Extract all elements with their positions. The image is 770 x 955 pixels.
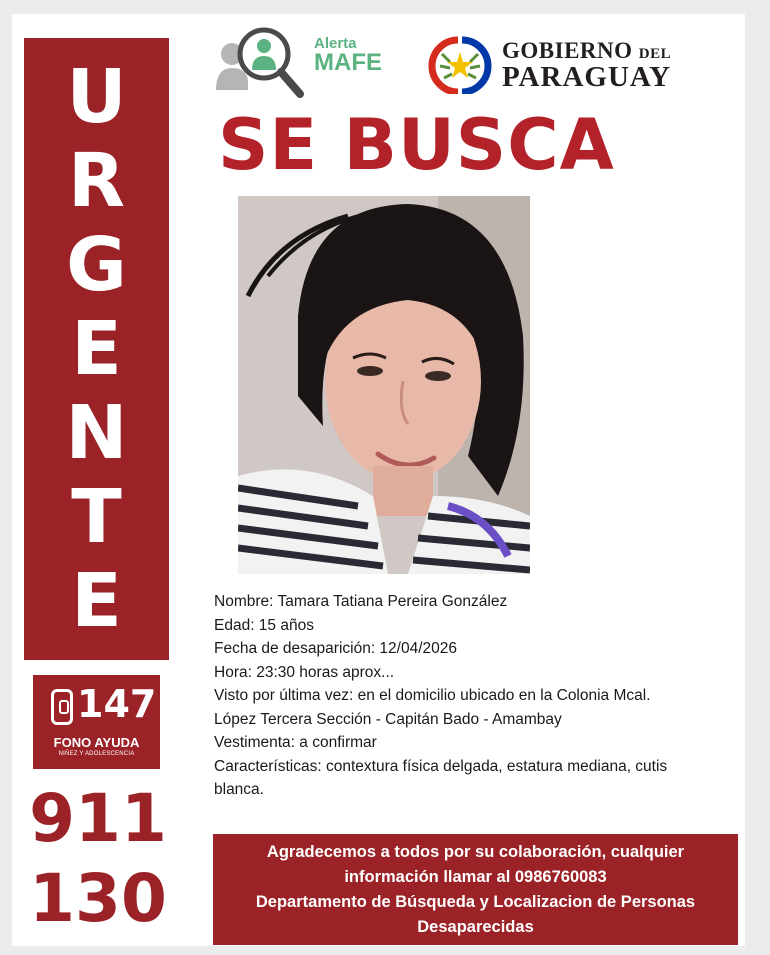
info-date: Fecha de desaparición: 12/04/2026	[214, 640, 458, 657]
mafe-logo-line2: MAFE	[314, 49, 382, 76]
gov-logo-line2: PARAGUAY	[502, 61, 672, 93]
help-line-number: 147	[77, 682, 157, 726]
phone-icon	[51, 689, 73, 725]
urgent-letter: G	[66, 222, 127, 308]
emergency-number-130: 130	[29, 860, 167, 937]
help-line-sublabel: NIÑEZ Y ADOLESCENCIA	[58, 751, 135, 757]
help-line-label: FONO AYUDA	[53, 735, 140, 750]
urgent-letter: E	[71, 306, 122, 392]
gov-logo-line1-small: DEL	[638, 46, 672, 62]
info-name: Nombre: Tamara Tatiana Pereira González	[214, 593, 508, 610]
info-time: Hora: 23:30 horas aprox...	[214, 663, 395, 681]
help-line-badge	[33, 675, 160, 769]
footer-line3: Departamento de Búsqueda y Localizacion de Personas	[255, 893, 696, 911]
info-clothing: Vestimenta: a confirmar	[214, 734, 377, 751]
gobierno-paraguay-logo	[428, 34, 698, 94]
urgent-letter: R	[68, 138, 125, 224]
footer-line1: Agradecemos a todos por su colaboración, cualquier	[266, 843, 685, 861]
urgent-letter: T	[71, 474, 122, 560]
info-age: Edad: 15 años	[214, 616, 314, 634]
urgent-banner	[24, 38, 169, 660]
magnifier-person-icon	[214, 18, 324, 98]
emergency-number-911: 911	[29, 780, 167, 857]
alerta-mafe-logo	[214, 18, 404, 98]
gov-logo-line1: GOBIERNO	[502, 38, 633, 63]
footer-line2: información llamar al 0986760083	[344, 868, 607, 886]
footer-line4: Desaparecidas	[417, 918, 534, 936]
mafe-logo-line1: Alerta	[314, 35, 357, 52]
info-last-seen-line2: López Tercera Sección - Capitán Bado - Amambay	[214, 710, 562, 728]
info-last-seen-line1: Visto por última vez: en el domicilio ubicado en la Colonia Mcal.	[214, 687, 651, 704]
urgent-letter: N	[65, 390, 128, 476]
urgent-letter: U	[66, 54, 127, 140]
poster-title: SE BUSCA	[218, 104, 615, 186]
contact-footer	[213, 834, 738, 945]
paraguay-seal-icon	[428, 34, 492, 94]
missing-person-photo	[238, 196, 530, 574]
person-info	[214, 590, 749, 802]
urgent-letter: E	[71, 558, 122, 644]
info-features-line1: Características: contextura física delgada, estatura mediana, cutis	[214, 757, 668, 775]
info-features-line2: blanca.	[214, 781, 264, 798]
